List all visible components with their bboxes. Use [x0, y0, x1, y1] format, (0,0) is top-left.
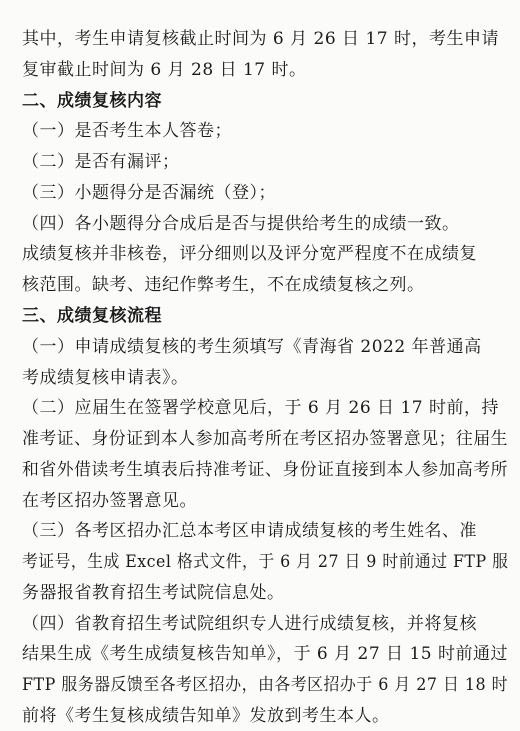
review-item-1: （一）是否考生本人答卷；	[22, 121, 232, 141]
process-item-4-line-4: 前将《考生复核成绩告知单》发放到考生本人。	[22, 706, 390, 726]
paragraph-scope-line-1: 成绩复核并非核卷，评分细则以及评分宽严程度不在成绩复	[22, 244, 477, 264]
process-item-1-line-1: （一）申请成绩复核的考生须填写《青海省 2022 年普通高	[22, 337, 482, 357]
paragraph-scope-line-2: 核范围。缺考、违纪作弊考生，不在成绩复核之列。	[22, 275, 425, 295]
process-item-3-line-2: 考证号，生成 Excel 格式文件，于 6 月 27 日 9 时前通过 FTP 服	[22, 552, 509, 572]
paragraph-deadline-line-1: 其中，考生申请复核截止时间为 6 月 26 日 17 时，考生申请	[22, 29, 500, 49]
section-heading-review-process: 三、成绩复核流程	[22, 306, 162, 326]
process-item-4-line-2: 结果生成《考生成绩复核告知单》，于 6 月 27 日 15 时前通过	[22, 644, 509, 664]
process-item-3-line-3: 务器报省教育招生考试院信息处。	[22, 583, 285, 603]
process-item-4-line-3: FTP 服务器反馈至各考区招办，由各考区招办于 6 月 27 日 18 时	[22, 675, 508, 695]
process-item-2-line-4: 在考区招办签署意见。	[22, 491, 197, 511]
process-item-2-line-3: 和省外借读考生填表后持准考证、身份证直接到本人参加高考所	[22, 460, 508, 480]
review-item-4: （四）各小题得分合成后是否与提供给考生的成绩一致。	[22, 214, 460, 234]
process-item-1-line-2: 考成绩复核申请表》。	[22, 368, 189, 388]
review-item-3: （三）小题得分是否漏统（登）；	[22, 183, 276, 203]
process-item-3-line-1: （三）各考区招办汇总本考区申请成绩复核的考生姓名、准	[22, 521, 477, 541]
review-item-2: （二）是否有漏评；	[22, 152, 180, 172]
process-item-2-line-1: （二）应届生在签署学校意见后，于 6 月 26 日 17 时前，持	[22, 398, 500, 418]
section-heading-review-content: 二、成绩复核内容	[22, 91, 162, 111]
paragraph-deadline-line-2: 复审截止时间为 6 月 28 日 17 时。	[22, 60, 307, 80]
process-item-4-line-1: （四）省教育招生考试院组织专人进行成绩复核，并将复核	[22, 614, 477, 634]
process-item-2-line-2: 准考证、身份证到本人参加高考所在考区招办签署意见；往届生	[22, 429, 508, 449]
